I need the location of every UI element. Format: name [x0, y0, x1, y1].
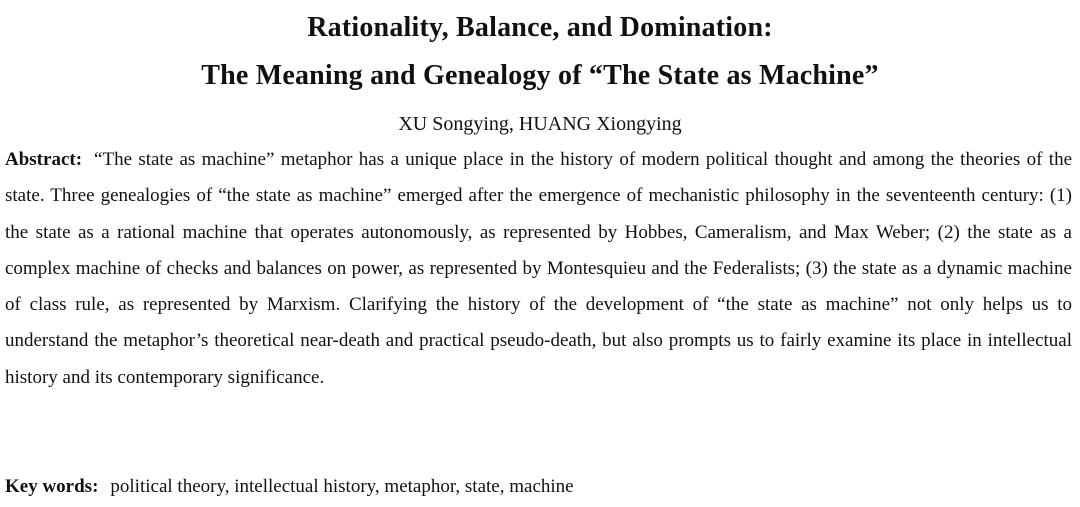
abstract-label: Abstract:: [5, 149, 83, 170]
title-line-2: The Meaning and Genealogy of “The State as Machine”: [201, 60, 879, 91]
paper-title: [0, 0, 1080, 100]
author-list: XU Songying, HUANG Xiongying: [398, 113, 682, 135]
abstract-section: [5, 142, 1072, 396]
keywords-label: Key words:: [5, 476, 99, 497]
abstract-text: “The state as machine” metaphor has a unique place in the history of modern political thought and among the theories of the state. Three genealogies of “the state as machine” emerged after the emergence of mechanistic philosophy in the seventeenth century: (1) the state as a rational machine that operates autonomously, as represented by Hobbes, Cameralism, and Max Weber; (2) the state as a complex machine of checks and balances on power, as represented by Montesquieu and the Federalists; (3) the state as a dynamic machine of class rule, as represented by Marxism. Clarifying the history of the development of “the state as machine” not only helps us to understand the metaphor’s theoretical near-death and practical pseudo-death, but also prompts us to fairly examine its place in intellectual history and its contemporary significance.: [5, 149, 1072, 388]
keywords-text: political theory, intellectual history, metaphor, state, machine: [110, 476, 574, 497]
keywords-section: [5, 469, 1072, 505]
title-line-1: Rationality, Balance, and Domination:: [307, 12, 773, 43]
